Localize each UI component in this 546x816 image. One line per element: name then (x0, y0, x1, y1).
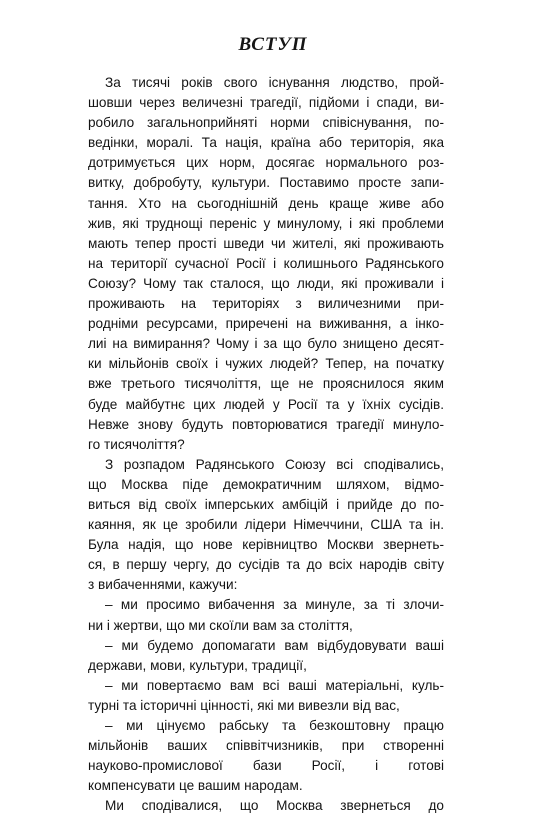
text-line: витку, добробуту, культури. Поставимо просте запи- (88, 175, 444, 191)
text-line: Ми сподівалися, що Москва звернеться до (105, 798, 444, 814)
text-line: шовши через величезні трагедії, підйоми і спади, ви- (88, 95, 444, 111)
text-line: За тисячі років свого існування людство, прой- (105, 75, 444, 90)
text-line: компенсувати це вашим народам. (88, 778, 303, 794)
text-line: Була надія, що нове керівництво Москви звернеть- (88, 537, 444, 553)
text-line: Невже знову будуть повторюватися трагедії минуло- (88, 416, 444, 432)
text-line: жив, які труднощі переніс у минулому, і які проблеми (88, 215, 444, 231)
text-line: – ми цінуємо рабську та безкоштовну працю (105, 718, 444, 733)
text-line: З розпадом Радянського Союзу всі сподівались, (105, 456, 444, 472)
text-line: на території сучасної Росії і колишнього Радянського (88, 255, 444, 271)
page-title: ВСТУП (238, 34, 308, 55)
text-line: робило загальноприйняті норми співіснування, по- (88, 115, 444, 131)
text-line: вже третього тисячоліття, ще не прояснилося яким (88, 376, 444, 392)
text-line: Союзу? Чому так сталося, що люди, які проживали і (88, 275, 444, 291)
text-line: ся, в першу чергу, до сусідів та до всіх народів світу (88, 557, 444, 573)
text-line: науково-промислової бази Росії, і готові (88, 758, 444, 774)
text-line: держави, мови, культури, традиції, (88, 657, 307, 673)
body-text (88, 73, 444, 816)
text-line: проживають на територіях з виличезними при- (88, 296, 444, 312)
text-line: турні та історичні цінності, які ми вивезли від вас, (88, 697, 400, 713)
text-line: буде майбутнє цих людей у Росії та у їхніх сусідів. (88, 396, 444, 412)
text-line: ки мільйонів своїх і чужих людей? Тепер, на початку (88, 356, 444, 372)
text-line: каяння, як це зробили лідери Німеччини, США та ін. (88, 517, 444, 533)
text-line: лиі на вимирання? Чому і за що було знищено десят- (88, 336, 444, 352)
text-line: мають тепер прості шведи чи жителі, які проживають (88, 235, 444, 251)
text-line: го тисячоліття? (88, 436, 185, 452)
text-line: ни і жертви, що ми скоїли вам за століття, (88, 617, 353, 633)
text-line: мільйонів ваших співвітчизників, при створенні (88, 738, 444, 754)
text-line: родніми ресурсами, приречені на виживання, а інко- (88, 316, 444, 332)
text-line: що Москва піде демократичним шляхом, відмо- (88, 476, 444, 492)
text-line: – ми будемо допомагати вам відбудовувати ваші (105, 637, 444, 653)
text-line: – ми повертаємо вам всі ваші матеріальні, куль- (105, 677, 444, 693)
text-line: тання. Хто на сьогоднішній день краще живе або (88, 195, 444, 211)
text-line: ведінки, моралі. Та нація, країна або територія, яка (88, 135, 444, 151)
text-line: з вибаченнями, кажучи: (88, 577, 238, 593)
text-line: дотримується цих норм, досягає нормального роз- (88, 155, 444, 171)
text-line: – ми просимо вибачення за минуле, за ті злочи- (105, 597, 444, 613)
text-line: виться від своїх імперських амбіцій і прийде до по- (88, 496, 444, 512)
